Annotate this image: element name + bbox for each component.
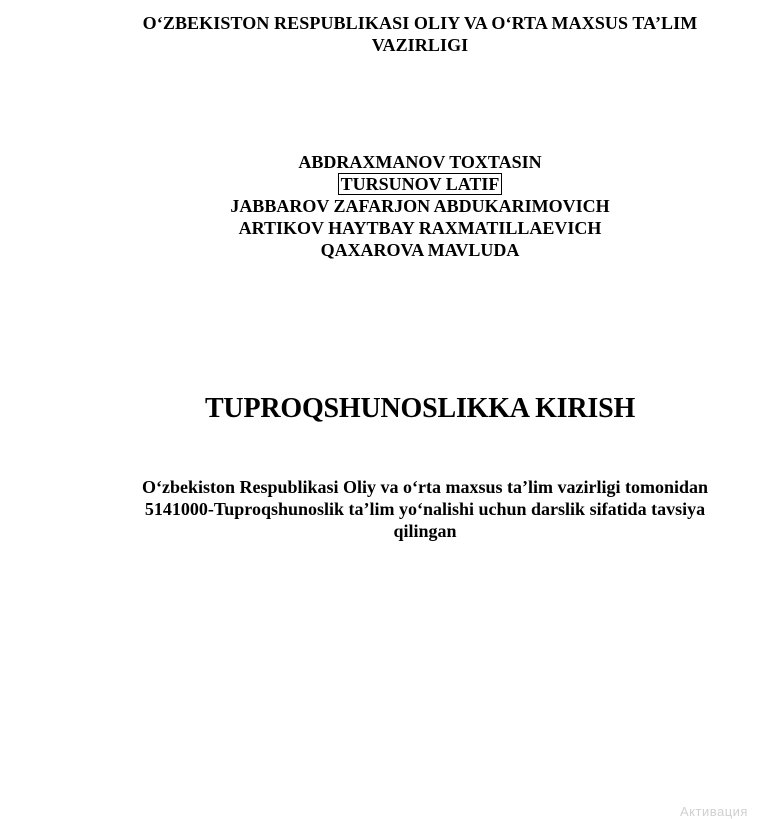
ministry-line-2: VAZIRLIGI (371, 35, 469, 55)
author-name: QAXAROVA MAVLUDA (320, 240, 520, 260)
author-name: ARTIKOV HAYTBAY RAXMATILLAEVICH (238, 218, 602, 238)
author-name-selected-row (100, 173, 740, 195)
book-title: TUPROQSHUNOSLIKKA KIRISH (204, 393, 636, 424)
recommendation-line-3: qilingan (393, 521, 457, 541)
author-name: JABBAROV ZAFARJON ABDUKARIMOVICH (230, 196, 610, 216)
author-name-selected[interactable]: TURSUNOV LATIF (338, 173, 503, 195)
ministry-heading (80, 12, 760, 56)
ministry-line-1: O‘ZBEKISTON RESPUBLIKASI OLIY VA O‘RTA MAXSUS TA’LIM (142, 13, 698, 33)
recommendation-line-1: O‘zbekiston Respublikasi Oliy va o‘rta maxsus ta’lim vazirligi tomonidan (141, 477, 709, 497)
recommendation-text (120, 476, 730, 542)
recommendation-line-2: 5141000-Tuproqshunoslik ta’lim yo‘nalishi uchun darslik sifatida tavsiya (144, 499, 706, 519)
author-name: ABDRAXMANOV TOXTASIN (298, 152, 542, 172)
authors-list (100, 151, 740, 261)
activation-watermark: Активация (680, 804, 748, 819)
